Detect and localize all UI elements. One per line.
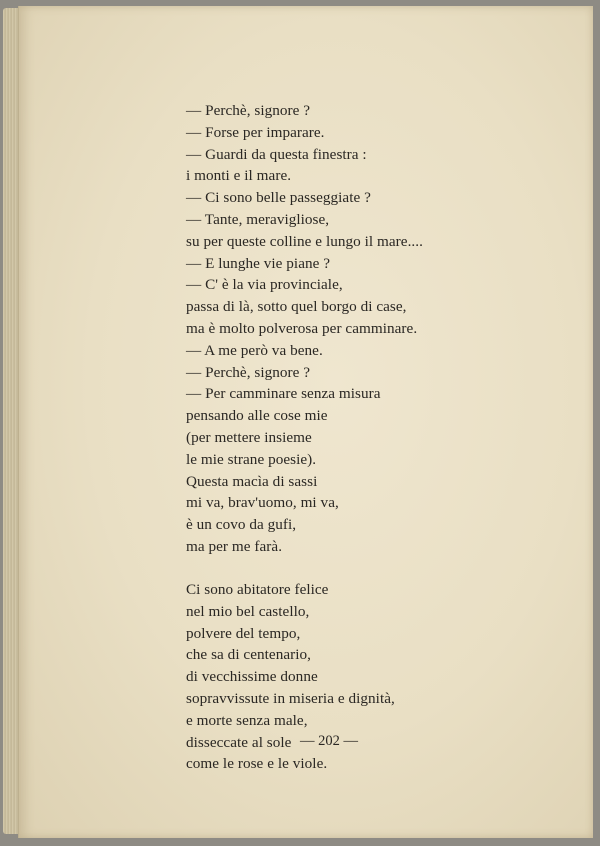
poem-line: che sa di centenario, (186, 646, 312, 664)
poem-line: è un covo da gufi, (186, 516, 297, 534)
poem-line: — Perchè, signore ? (186, 102, 311, 119)
poem-line: — Ci sono belle passeggiate ? (186, 189, 371, 207)
poem-line: le mie strane poesie). (186, 450, 317, 468)
page-number (0, 733, 600, 750)
poem-line: come le rose e le viole. (186, 755, 328, 773)
poem-line: — Tante, meravigliose, (186, 210, 330, 228)
poem-line: — Perchè, signore ? (186, 363, 311, 381)
poem-line: disseccate al sole (186, 733, 292, 751)
stanza-1 (186, 100, 423, 558)
poem-line: pensando alle cose mie (186, 407, 328, 425)
poem-line: — C' è la via provinciale, (186, 276, 343, 294)
poem-line: — E lunghe vie piane ? (186, 254, 331, 272)
poem-line: Ci sono abitatore felice (186, 580, 329, 598)
poem-line: nel mio bel castello, (186, 602, 310, 620)
poem-line: e morte senza male, (186, 711, 308, 729)
poem-line: di vecchissime donne (186, 668, 318, 686)
poem-line: i monti e il mare. (186, 167, 292, 185)
poem-line: — Forse per imparare. (186, 123, 325, 141)
poem-line: passa di là, sotto quel borgo di case, (186, 298, 407, 316)
poem-text (186, 100, 423, 775)
stanza-break (186, 558, 423, 579)
poem-line: ma è molto polverosa per camminare. (186, 319, 418, 337)
page-number-text: — 202 — (300, 733, 358, 749)
poem-line: — A me però va bene. (186, 341, 323, 359)
poem-line: su per queste colline e lungo il mare.... (186, 232, 423, 250)
poem-line: Questa macìa di sassi (186, 472, 318, 490)
poem-line: — Guardi da questa finestra : (186, 145, 367, 163)
poem-line: ma per me farà. (186, 537, 283, 555)
poem-line: polvere del tempo, (186, 624, 301, 642)
poem-line: sopravvissute in miseria e dignità, (186, 689, 395, 707)
poem-line: mi va, brav'uomo, mi va, (186, 494, 339, 512)
poem-line: — Per camminare senza misura (186, 385, 381, 403)
poem-line: (per mettere insieme (186, 428, 312, 446)
